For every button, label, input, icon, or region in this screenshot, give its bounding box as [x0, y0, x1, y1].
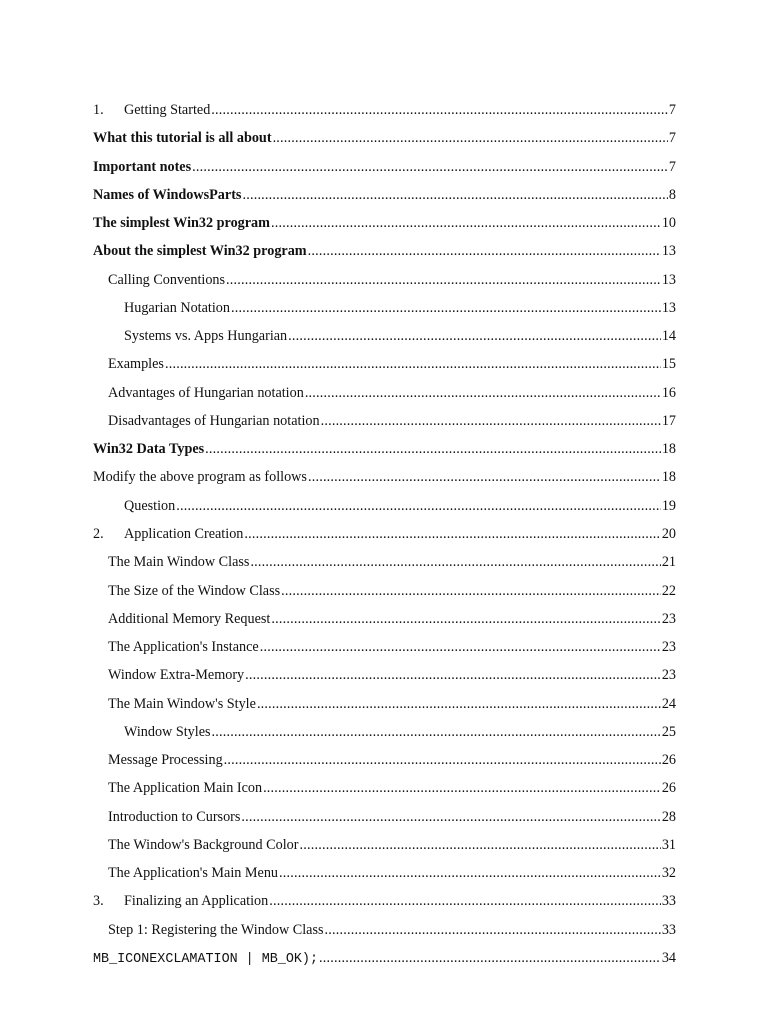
- toc-entry-title: [93, 96, 210, 124]
- toc-title-text: Examples: [108, 356, 164, 373]
- toc-title-text: Systems vs. Apps Hungarian: [124, 328, 288, 345]
- dot-leader: [212, 718, 661, 746]
- toc-entry[interactable]: [93, 577, 676, 605]
- toc-entry[interactable]: [93, 859, 676, 887]
- dot-leader: [205, 435, 661, 463]
- dot-leader: [273, 124, 668, 152]
- toc-title-text: The Size of the Window Class: [108, 582, 281, 599]
- toc-entry[interactable]: [93, 124, 676, 152]
- toc-entry-title: [108, 407, 320, 435]
- dot-leader: [224, 746, 661, 774]
- toc-title-text: The Main Window's Style: [108, 695, 256, 712]
- toc-title-text: Question: [124, 497, 176, 514]
- toc-entry-title: [108, 577, 280, 605]
- toc-entry[interactable]: [93, 718, 676, 746]
- toc-title-text: The Window's Background Color: [108, 836, 299, 853]
- toc-entry[interactable]: [93, 774, 676, 802]
- toc-entry[interactable]: [93, 520, 676, 548]
- toc-page-number: 33: [661, 921, 676, 938]
- toc-entry-title: [124, 322, 287, 350]
- toc-title-text: Message Processing: [108, 752, 223, 769]
- toc-entry-title: [124, 294, 230, 322]
- toc-entry-title: [108, 831, 298, 859]
- toc-title-text: Getting Started: [124, 102, 211, 118]
- dot-leader: [250, 548, 660, 576]
- dot-leader: [244, 520, 660, 548]
- toc-page-number: 17: [661, 412, 676, 429]
- toc-title-text: About the simplest Win32 program: [93, 243, 307, 260]
- toc-page-number: 10: [661, 215, 676, 232]
- toc-entry-title: [124, 492, 175, 520]
- toc-page-number: 24: [661, 695, 676, 712]
- toc-page-number: 19: [661, 497, 676, 514]
- toc-entry-title: [108, 690, 256, 718]
- dot-leader: [242, 181, 667, 209]
- toc-entry[interactable]: [93, 944, 676, 972]
- dot-leader: [308, 463, 661, 491]
- toc-entry[interactable]: [93, 463, 676, 491]
- toc-page-number: 18: [661, 441, 676, 458]
- dot-leader: [245, 661, 661, 689]
- toc-entry[interactable]: [93, 266, 676, 294]
- toc-entry-title: [108, 661, 244, 689]
- toc-page-number: 8: [668, 186, 676, 203]
- toc-entry[interactable]: [93, 322, 676, 350]
- toc-entry-title: [93, 946, 318, 974]
- dot-leader: [299, 831, 660, 859]
- dot-leader: [305, 379, 661, 407]
- toc-page-number: 13: [661, 243, 676, 260]
- dot-leader: [231, 294, 661, 322]
- toc-entry-title: [108, 633, 259, 661]
- toc-page-number: 16: [661, 384, 676, 401]
- toc-entry-title: [93, 209, 270, 237]
- toc-entry[interactable]: [93, 407, 676, 435]
- toc-page-number: 20: [661, 525, 676, 542]
- toc-page-number: 33: [661, 893, 676, 910]
- toc-page-number: 31: [661, 836, 676, 853]
- toc-entry-title: [108, 746, 223, 774]
- toc-entry[interactable]: [93, 690, 676, 718]
- toc-page-number: 28: [661, 808, 676, 825]
- dot-leader: [281, 577, 661, 605]
- toc-title-text: Introduction to Cursors: [108, 808, 241, 825]
- dot-leader: [288, 322, 661, 350]
- toc-entry[interactable]: [93, 294, 676, 322]
- toc-entry[interactable]: [93, 153, 676, 181]
- toc-entry-title: [108, 379, 304, 407]
- toc-entry[interactable]: [93, 492, 676, 520]
- toc-title-text: MB_ICONEXCLAMATION | MB_OK);: [93, 951, 318, 967]
- dot-leader: [263, 774, 661, 802]
- dot-leader: [165, 350, 661, 378]
- toc-title-text: Window Extra-Memory: [108, 667, 245, 684]
- toc-page-number: 15: [661, 356, 676, 373]
- toc-entry-title: [93, 237, 307, 265]
- dot-leader: [269, 887, 661, 915]
- toc-page-number: 26: [661, 780, 676, 797]
- toc-entry[interactable]: [93, 661, 676, 689]
- toc-page-number: 25: [661, 723, 676, 740]
- toc-title-text: Disadvantages of Hungarian notation: [108, 412, 320, 429]
- toc-entry[interactable]: [93, 181, 676, 209]
- toc-title-text: Window Styles: [124, 723, 211, 740]
- toc-title-text: The Application's Instance: [108, 639, 259, 656]
- dot-leader: [279, 859, 661, 887]
- toc-entry-title: [93, 463, 307, 491]
- toc-entry[interactable]: [93, 435, 676, 463]
- toc-title-text: Advantages of Hungarian notation: [108, 384, 304, 401]
- dot-leader: [321, 407, 661, 435]
- toc-entry-title: [93, 153, 191, 181]
- dot-leader: [319, 944, 661, 972]
- dot-leader: [176, 492, 661, 520]
- table-of-contents: [93, 96, 676, 972]
- toc-title-text: Important notes: [93, 158, 192, 175]
- toc-entry-title: [93, 435, 204, 463]
- toc-title-text: Hugarian Notation: [124, 299, 230, 316]
- toc-page-number: 14: [661, 328, 676, 345]
- toc-title-text: The Application Main Icon: [108, 780, 263, 797]
- toc-page-number: 22: [661, 582, 676, 599]
- toc-page-number: 13: [661, 271, 676, 288]
- toc-title-text: Step 1: Registering the Window Class: [108, 921, 324, 938]
- toc-section-number: 1.: [93, 102, 104, 118]
- toc-entry-title: [93, 181, 241, 209]
- toc-page-number: 21: [661, 554, 676, 571]
- toc-page-number: 23: [661, 639, 676, 656]
- toc-page-number: 7: [668, 158, 676, 175]
- toc-entry[interactable]: [93, 887, 676, 915]
- toc-title-text: Modify the above program as follows: [93, 469, 307, 486]
- dot-leader: [308, 237, 661, 265]
- dot-leader: [325, 916, 661, 944]
- toc-entry-title: [108, 803, 240, 831]
- toc-entry[interactable]: [93, 605, 676, 633]
- toc-section-number: 3.: [93, 893, 104, 910]
- toc-entry-title: [93, 124, 272, 152]
- toc-title-text: The Main Window Class: [108, 554, 250, 571]
- toc-page-number: 32: [661, 865, 676, 882]
- dot-leader: [257, 690, 661, 718]
- dot-leader: [211, 96, 668, 124]
- toc-entry[interactable]: [93, 209, 676, 237]
- toc-entry-title: [93, 887, 268, 915]
- toc-entry[interactable]: [93, 96, 676, 124]
- dot-leader: [271, 209, 661, 237]
- toc-page-number: 7: [668, 130, 676, 147]
- dot-leader: [192, 153, 668, 181]
- toc-entry[interactable]: [93, 350, 676, 378]
- toc-page-number: 26: [661, 752, 676, 769]
- toc-title-text: The Application's Main Menu: [108, 865, 279, 882]
- toc-page-number: 13: [661, 299, 676, 316]
- toc-entry-title: [108, 350, 164, 378]
- toc-page-number: 23: [661, 667, 676, 684]
- toc-entry-title: [108, 774, 262, 802]
- toc-entry-title: [124, 718, 211, 746]
- toc-entry[interactable]: [93, 916, 676, 944]
- dot-leader: [226, 266, 661, 294]
- toc-entry[interactable]: [93, 237, 676, 265]
- dot-leader: [271, 605, 660, 633]
- toc-entry[interactable]: [93, 803, 676, 831]
- toc-page-number: 18: [661, 469, 676, 486]
- toc-page-number: 23: [661, 610, 676, 627]
- toc-entry-title: [108, 859, 278, 887]
- toc-title-text: What this tutorial is all about: [93, 130, 272, 147]
- toc-title-text: Calling Conventions: [108, 271, 226, 288]
- toc-entry-title: [108, 266, 225, 294]
- toc-entry[interactable]: [93, 633, 676, 661]
- dot-leader: [260, 633, 661, 661]
- toc-title-text: Win32 Data Types: [93, 441, 205, 458]
- toc-entry[interactable]: [93, 379, 676, 407]
- toc-title-text: Finalizing an Application: [124, 893, 269, 910]
- toc-entry[interactable]: [93, 548, 676, 576]
- toc-page-number: 7: [668, 102, 676, 118]
- toc-entry-title: [108, 916, 324, 944]
- toc-entry[interactable]: [93, 746, 676, 774]
- toc-entry[interactable]: [93, 831, 676, 859]
- toc-title-text: The simplest Win32 program: [93, 215, 270, 232]
- toc-title-text: Names of WindowsParts: [93, 186, 242, 203]
- toc-page-number: 34: [661, 949, 676, 966]
- toc-entry-title: [108, 605, 270, 633]
- dot-leader: [241, 803, 660, 831]
- toc-title-text: Additional Memory Request: [108, 610, 271, 627]
- toc-title-text: Application Creation: [124, 525, 244, 542]
- toc-entry-title: [108, 548, 249, 576]
- toc-section-number: 2.: [93, 525, 104, 542]
- toc-entry-title: [93, 520, 243, 548]
